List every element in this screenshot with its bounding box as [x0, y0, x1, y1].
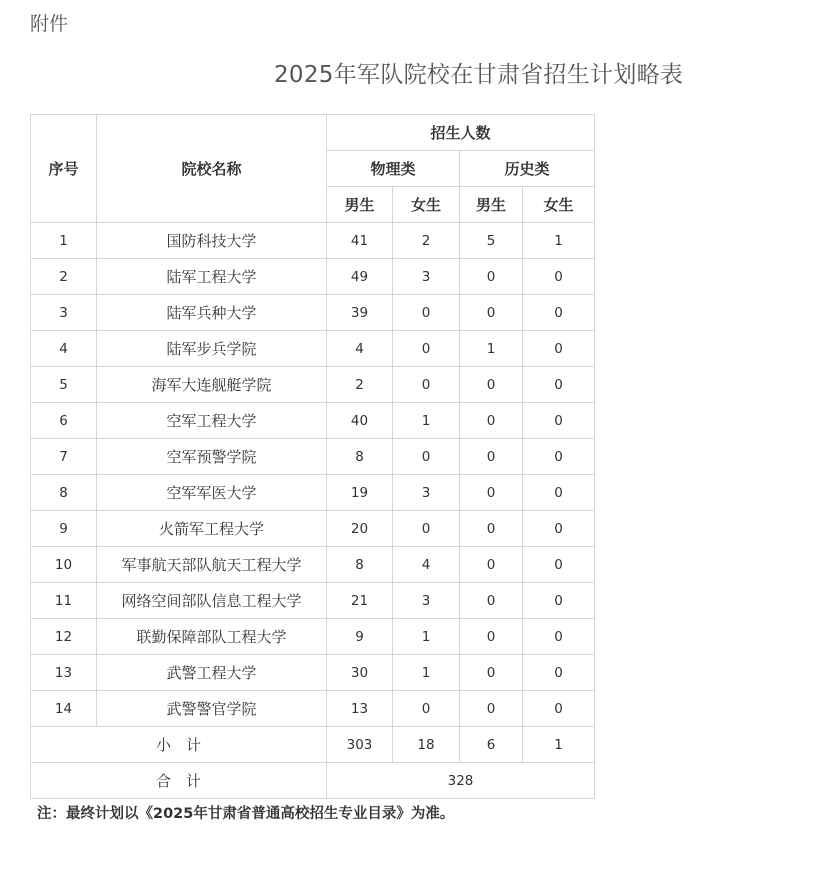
- row-history-male: 0: [460, 367, 523, 403]
- row-history-male: 0: [460, 259, 523, 295]
- row-physics-female: 0: [393, 367, 460, 403]
- row-seq: 11: [31, 583, 97, 619]
- table-row: [31, 223, 595, 259]
- row-physics-male: 4: [327, 331, 393, 367]
- row-school-name: 国防科技大学: [97, 223, 327, 259]
- row-physics-male: 9: [327, 619, 393, 655]
- row-history-female: 0: [523, 583, 595, 619]
- row-history-female: 0: [523, 295, 595, 331]
- attachment-label: 附件: [30, 13, 69, 35]
- row-physics-male: 30: [327, 655, 393, 691]
- row-history-female: 0: [523, 655, 595, 691]
- header-school-name: 院校名称: [97, 115, 327, 223]
- enrollment-plan-table: [30, 114, 595, 799]
- row-seq: 5: [31, 367, 97, 403]
- row-history-male: 0: [460, 403, 523, 439]
- subtotal-history-male: 6: [460, 727, 523, 763]
- subtotal-row: [31, 727, 595, 763]
- row-physics-female: 1: [393, 403, 460, 439]
- row-school-name: 空军军医大学: [97, 475, 327, 511]
- row-physics-female: 3: [393, 259, 460, 295]
- row-seq: 6: [31, 403, 97, 439]
- table-row: [31, 403, 595, 439]
- table-row: [31, 583, 595, 619]
- row-physics-female: 1: [393, 655, 460, 691]
- row-school-name: 武警工程大学: [97, 655, 327, 691]
- row-school-name: 联勤保障部队工程大学: [97, 619, 327, 655]
- header-physics-female: 女生: [393, 187, 460, 223]
- table-row: [31, 331, 595, 367]
- row-school-name: 陆军兵种大学: [97, 295, 327, 331]
- row-physics-male: 19: [327, 475, 393, 511]
- row-physics-male: 2: [327, 367, 393, 403]
- row-school-name: 陆军步兵学院: [97, 331, 327, 367]
- table-row: [31, 367, 595, 403]
- row-seq: 9: [31, 511, 97, 547]
- row-school-name: 火箭军工程大学: [97, 511, 327, 547]
- row-school-name: 陆军工程大学: [97, 259, 327, 295]
- row-physics-female: 0: [393, 691, 460, 727]
- row-physics-male: 13: [327, 691, 393, 727]
- row-physics-male: 8: [327, 439, 393, 475]
- header-history-male: 男生: [460, 187, 523, 223]
- table-row: [31, 511, 595, 547]
- row-history-female: 0: [523, 403, 595, 439]
- table-row: [31, 259, 595, 295]
- header-seq: 序号: [31, 115, 97, 223]
- subtotal-physics-female: 18: [393, 727, 460, 763]
- row-physics-female: 1: [393, 619, 460, 655]
- row-physics-male: 39: [327, 295, 393, 331]
- row-school-name: 军事航天部队航天工程大学: [97, 547, 327, 583]
- row-seq: 1: [31, 223, 97, 259]
- row-physics-male: 40: [327, 403, 393, 439]
- row-history-female: 1: [523, 223, 595, 259]
- row-history-male: 1: [460, 331, 523, 367]
- row-history-female: 0: [523, 367, 595, 403]
- row-physics-female: 0: [393, 331, 460, 367]
- row-physics-male: 20: [327, 511, 393, 547]
- row-seq: 10: [31, 547, 97, 583]
- table-row: [31, 475, 595, 511]
- row-physics-female: 4: [393, 547, 460, 583]
- row-physics-female: 0: [393, 511, 460, 547]
- row-history-female: 0: [523, 331, 595, 367]
- header-history-female: 女生: [523, 187, 595, 223]
- subtotal-physics-male: 303: [327, 727, 393, 763]
- row-history-male: 0: [460, 511, 523, 547]
- row-seq: 7: [31, 439, 97, 475]
- row-physics-female: 3: [393, 583, 460, 619]
- row-history-male: 0: [460, 295, 523, 331]
- row-school-name: 武警警官学院: [97, 691, 327, 727]
- row-history-female: 0: [523, 439, 595, 475]
- row-physics-male: 21: [327, 583, 393, 619]
- row-history-female: 0: [523, 511, 595, 547]
- footnote: 注：最终计划以《2025年甘肃省普通高校招生专业目录》为准。: [37, 806, 455, 822]
- table-row: [31, 547, 595, 583]
- table-row: [31, 295, 595, 331]
- table-row: [31, 439, 595, 475]
- row-history-male: 0: [460, 655, 523, 691]
- row-history-female: 0: [523, 547, 595, 583]
- row-history-female: 0: [523, 475, 595, 511]
- row-history-female: 0: [523, 259, 595, 295]
- header-enrollment: 招生人数: [327, 115, 595, 151]
- row-physics-male: 49: [327, 259, 393, 295]
- row-history-female: 0: [523, 619, 595, 655]
- header-physics-male: 男生: [327, 187, 393, 223]
- total-label: 合 计: [31, 763, 327, 799]
- row-seq: 4: [31, 331, 97, 367]
- row-history-female: 0: [523, 691, 595, 727]
- row-history-male: 0: [460, 691, 523, 727]
- table-row: [31, 619, 595, 655]
- total-row: [31, 763, 595, 799]
- subtotal-history-female: 1: [523, 727, 595, 763]
- subtotal-label: 小 计: [31, 727, 327, 763]
- table-row: [31, 655, 595, 691]
- row-history-male: 5: [460, 223, 523, 259]
- row-school-name: 空军工程大学: [97, 403, 327, 439]
- total-value: 328: [327, 763, 595, 799]
- row-physics-female: 0: [393, 295, 460, 331]
- row-seq: 13: [31, 655, 97, 691]
- row-physics-male: 8: [327, 547, 393, 583]
- row-seq: 2: [31, 259, 97, 295]
- row-history-male: 0: [460, 619, 523, 655]
- row-school-name: 网络空间部队信息工程大学: [97, 583, 327, 619]
- row-history-male: 0: [460, 547, 523, 583]
- row-physics-male: 41: [327, 223, 393, 259]
- row-seq: 8: [31, 475, 97, 511]
- page-title: 2025年军队院校在甘肃省招生计划略表: [274, 62, 684, 88]
- table-row: [31, 691, 595, 727]
- row-history-male: 0: [460, 439, 523, 475]
- row-physics-female: 3: [393, 475, 460, 511]
- row-seq: 3: [31, 295, 97, 331]
- row-physics-female: 2: [393, 223, 460, 259]
- header-physics: 物理类: [327, 151, 460, 187]
- row-history-male: 0: [460, 583, 523, 619]
- header-history: 历史类: [460, 151, 595, 187]
- row-seq: 14: [31, 691, 97, 727]
- row-history-male: 0: [460, 475, 523, 511]
- row-seq: 12: [31, 619, 97, 655]
- row-school-name: 空军预警学院: [97, 439, 327, 475]
- row-physics-female: 0: [393, 439, 460, 475]
- row-school-name: 海军大连舰艇学院: [97, 367, 327, 403]
